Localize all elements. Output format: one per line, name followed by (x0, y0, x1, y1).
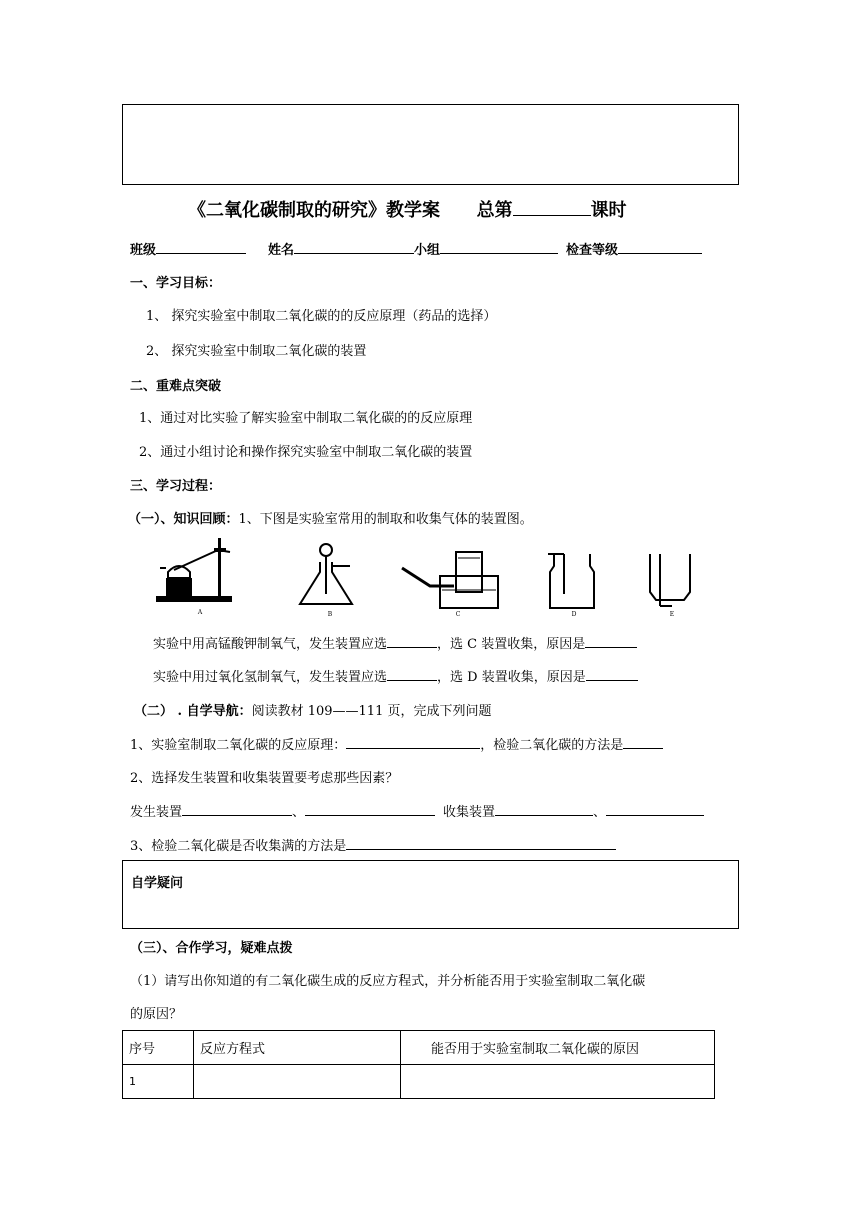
answer-blank[interactable] (346, 735, 480, 749)
apparatus-a-icon (152, 536, 242, 616)
group-label: 小组 (414, 243, 441, 258)
coop-q1-line1: （1）请写出你知道的有二氧化碳生成的反应方程式，并分析能否用于实验室制取二氧化碳 (130, 974, 646, 989)
review-q1: 实验中用高锰酸钾制氧气，发生装置应选 ，选 C 装置收集，原因是 (153, 633, 637, 652)
review-label: （一）、知识回顾： (128, 512, 239, 527)
self-study-text: 阅读教材 109——111 页，完成下列问题 (251, 704, 492, 719)
answer-blank[interactable] (387, 634, 437, 648)
answer-blank[interactable] (606, 802, 704, 816)
review-row (128, 508, 533, 527)
table-header: 反应方程式 (194, 1031, 401, 1065)
lesson-prefix: 总第 (476, 200, 513, 221)
review-q2: 实验中用过氧化氢制氧气，发生装置应选 ，选 D 装置收集，原因是 (153, 666, 638, 685)
grade-label: 检查等级 (566, 243, 619, 258)
lesson-number-blank[interactable] (513, 199, 591, 216)
question-box[interactable] (122, 860, 739, 929)
table-cell[interactable] (194, 1065, 401, 1099)
table-header-row (123, 1031, 715, 1065)
review-text: 1、下图是实验室常用的制取和收集气体的装置图。 (238, 512, 533, 527)
section2-heading: 二、重难点突破 (130, 379, 222, 394)
self-q4: 3、检验二氧化碳是否收集满的方法是 (130, 835, 616, 854)
name-blank[interactable] (294, 240, 414, 254)
page-title: 《二氧化碳制取的研究》教学案 (188, 200, 440, 221)
self-q3: 发生装置 、 收集装置 、 (130, 801, 704, 820)
answer-blank[interactable] (585, 634, 637, 648)
reaction-table (122, 1030, 715, 1099)
apparatus-b-icon (294, 538, 362, 618)
apparatus-label: E (669, 611, 675, 618)
answer-blank[interactable] (623, 735, 663, 749)
answer-blank[interactable] (305, 802, 435, 816)
self-study-row (134, 700, 491, 719)
answer-blank[interactable] (387, 667, 437, 681)
key-point-item: 1、通过对比实验了解实验室中制取二氧化碳的的反应原理 (139, 411, 473, 426)
header-box (122, 104, 739, 185)
section1-heading: 一、学习目标： (130, 276, 222, 291)
apparatus-d-icon (544, 552, 602, 618)
answer-blank[interactable] (586, 667, 638, 681)
apparatus-label: D (571, 611, 577, 618)
name-label: 姓名 (268, 243, 295, 258)
page-title-row (188, 196, 627, 222)
self-q2: 2、选择发生装置和收集装置要考虑那些因素？ (130, 771, 399, 786)
table-row (123, 1065, 715, 1099)
answer-blank[interactable] (346, 836, 616, 850)
key-point-item: 2、通过小组讨论和操作探究实验室中制取二氧化碳的装置 (139, 445, 473, 460)
objective-item: 2、 探究实验室中制取二氧化碳的装置 (146, 344, 367, 359)
objective-item: 1、 探究实验室中制取二氧化碳的的反应原理（药品的选择） (146, 309, 497, 324)
table-header: 序号 (123, 1031, 194, 1065)
apparatus-c-icon (400, 546, 504, 618)
answer-blank[interactable] (495, 802, 593, 816)
self-q1: 1、实验室制取二氧化碳的反应原理： ，检验二氧化碳的方法是 (130, 734, 663, 753)
table-header: 能否用于实验室制取二氧化碳的原因 (401, 1031, 715, 1065)
class-blank[interactable] (156, 240, 246, 254)
group-blank[interactable] (440, 240, 558, 254)
class-label: 班级 (130, 243, 157, 258)
answer-blank[interactable] (182, 802, 292, 816)
section3-heading: 三、学习过程： (130, 479, 222, 494)
info-row (130, 239, 702, 258)
coop-heading: （三）、合作学习，疑难点拨 (130, 941, 293, 956)
apparatus-label: B (327, 611, 333, 618)
grade-blank[interactable] (618, 240, 702, 254)
lesson-suffix: 课时 (590, 200, 627, 221)
apparatus-label: C (455, 611, 461, 618)
table-cell[interactable] (401, 1065, 715, 1099)
question-box-label: 自学疑问 (131, 876, 184, 891)
coop-q1-line2: 的原因？ (130, 1007, 183, 1022)
self-study-label: （二） . 自学导航： (134, 704, 252, 719)
apparatus-label: A (197, 609, 203, 616)
apparatus-e-icon (646, 552, 694, 618)
table-cell: 1 (123, 1065, 194, 1099)
